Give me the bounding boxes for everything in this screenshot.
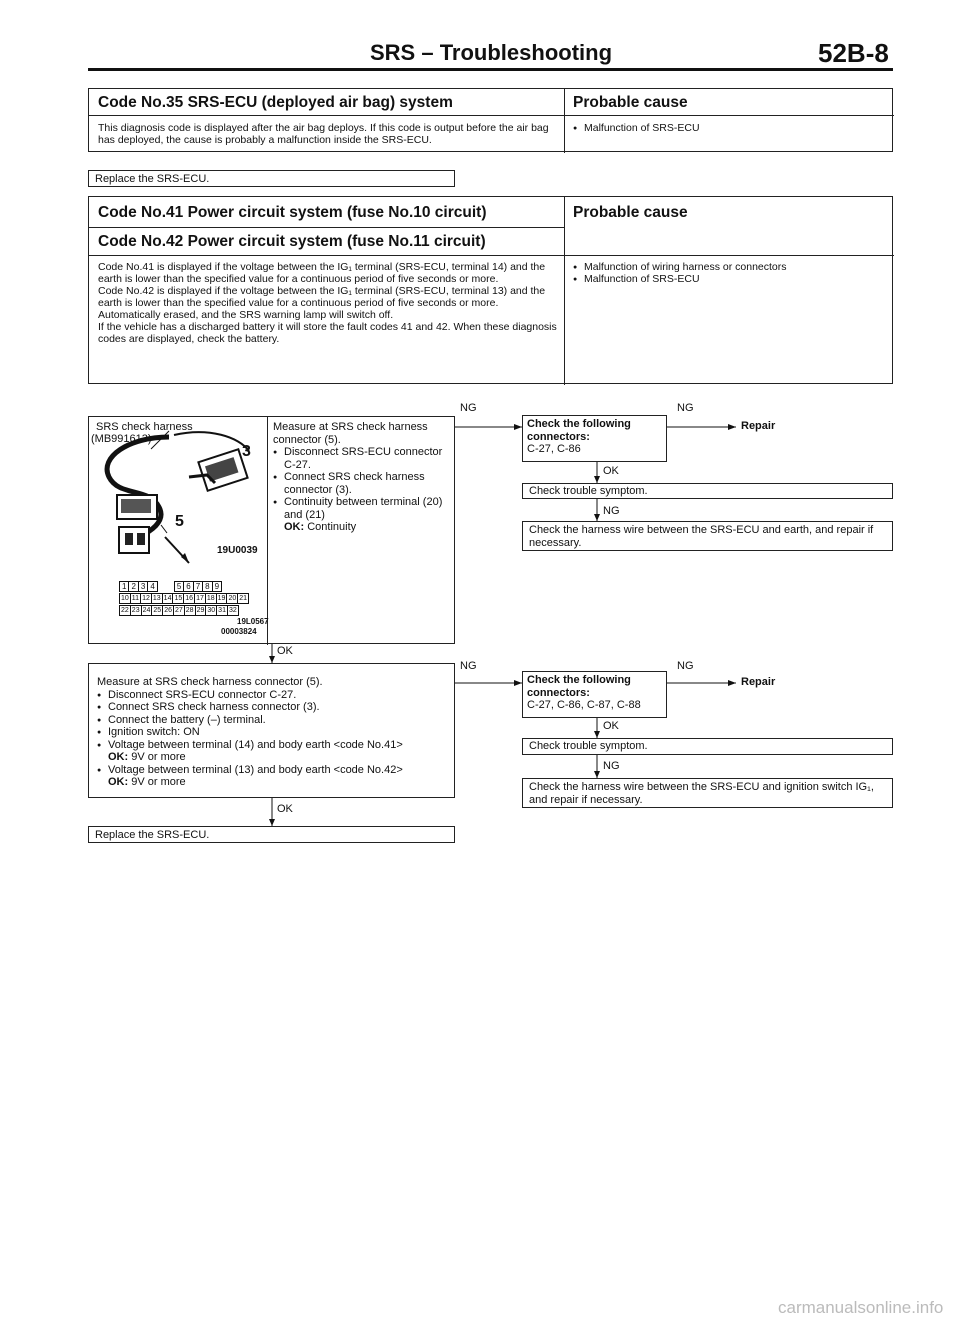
symptom-box-2: Check trouble symptom.	[522, 738, 893, 755]
ok-label: OK	[277, 803, 293, 815]
step1-item: ● Continuity between terminal (20) and (21)	[273, 496, 453, 521]
pin: 25	[153, 607, 162, 614]
check-connectors-box-2	[522, 671, 667, 718]
code41-title: Code No.41 Power circuit system (fuse No.10 circuit)	[98, 204, 487, 221]
step1-title: Measure at SRS check harness connector (5).	[273, 421, 428, 446]
step2-item: ● Connect SRS check harness connector (3).	[97, 701, 448, 714]
pin: 27	[174, 607, 183, 614]
pin: 2	[129, 582, 138, 592]
ng-label: NG	[603, 505, 620, 517]
ok-label: OK	[603, 465, 619, 477]
pin: 23	[131, 607, 140, 614]
ok-value: 9V or more	[131, 751, 186, 763]
ok-value: 9V or more	[131, 776, 186, 788]
code41-cause-header: Probable cause	[573, 204, 688, 221]
figure2-code1: 19L0567	[237, 617, 269, 626]
pin: 10	[121, 595, 129, 602]
repair-label: Repair	[741, 420, 776, 432]
ok-label: OK	[277, 645, 293, 657]
cause-item: ● Malfunction of wiring harness or connectors	[573, 261, 883, 273]
pin: 21	[239, 595, 248, 602]
pin: 16	[185, 595, 194, 602]
check-title: Check the following connectors:	[527, 674, 631, 699]
code35-cause-header: Probable cause	[573, 94, 688, 111]
harness-part: (MB991613)	[91, 433, 152, 445]
symptom-box-1: Check trouble symptom.	[522, 483, 893, 499]
pin: 24	[142, 607, 151, 614]
cause-item: ● Malfunction of SRS-ECU	[573, 122, 873, 134]
callout-3: 3	[242, 443, 251, 460]
final-action-2: Check the harness wire between the SRS-ECU and ignition switch IG₁, and repair if necessary.	[522, 778, 893, 808]
figure1-code: 19U0039	[217, 545, 258, 556]
pin: 9	[212, 582, 221, 592]
pin: 31	[218, 607, 226, 614]
pin: 19	[217, 595, 226, 602]
pin: 13	[152, 595, 161, 602]
desc-paragraph: If the vehicle has a discharged battery it will store the fault codes 41 and 42. When these diagnosis codes are displayed, check the battery.	[98, 321, 557, 345]
pin: 29	[196, 607, 205, 614]
step2-list-b	[97, 764, 448, 777]
step2-item: ● Connect the battery (–) terminal.	[97, 714, 448, 727]
desc-paragraph: Code No.42 is displayed if the voltage between the IG₁ terminal (SRS-ECU, terminal 13) and the earth is lower than the specified value for a continuous period of five seconds or more.	[98, 285, 546, 309]
code35-desc: This diagnosis code is displayed after the air bag deploys. If this code is output before the air bag has deployed, the cause is probably a malfunction inside the SRS-ECU.	[98, 122, 549, 146]
page-number: 52B-8	[818, 38, 889, 68]
pin: 3	[138, 582, 147, 592]
ok-label: OK	[603, 720, 619, 732]
pin: 4	[148, 582, 157, 592]
harness-label: SRS check harness	[96, 421, 193, 433]
ng-label: NG	[603, 760, 620, 772]
step2-item: ● Disconnect SRS-ECU connector C-27.	[97, 689, 448, 702]
final-action-1: Check the harness wire between the SRS-ECU and earth, and repair if necessary.	[522, 521, 893, 551]
step2-item: ● Voltage between terminal (14) and body earth <code No.41>	[97, 739, 448, 752]
footer-watermark: carmanualsonline.info	[778, 1298, 944, 1317]
step1-item: ● Connect SRS check harness connector (3).	[273, 471, 453, 496]
pin: 11	[131, 595, 140, 602]
step1-item: ● Disconnect SRS-ECU connector C-27.	[273, 446, 453, 471]
pin: 32	[228, 607, 237, 614]
pin: 12	[142, 595, 150, 602]
pin: 5	[174, 582, 183, 592]
check-connectors: C-27, C-86, C-87, C-88	[527, 699, 641, 711]
ok-label: OK:	[108, 751, 129, 763]
pin: 8	[203, 582, 212, 592]
desc-paragraph: Code No.41 is displayed if the voltage between the IG₁ terminal (SRS-ECU, terminal 14) and the earth is lower than the specified value for a continuous period of five seconds or more.	[98, 261, 546, 285]
repair-label: Repair	[741, 676, 776, 688]
check-connectors: C-27, C-86	[527, 443, 581, 455]
ok-value: Continuity	[307, 521, 357, 533]
ng-label: NG	[677, 660, 694, 672]
code35-action: Replace the SRS-ECU.	[88, 170, 455, 187]
pin: 1	[120, 582, 129, 592]
ng-label: NG	[460, 660, 477, 672]
step2-title: Measure at SRS check harness connector (5).	[97, 676, 323, 688]
pin: 18	[206, 595, 215, 602]
pin: 30	[207, 607, 216, 614]
check-connectors-box-1	[522, 415, 667, 462]
step3-box: Replace the SRS-ECU.	[88, 826, 455, 843]
step2-box	[88, 663, 455, 798]
pin: 20	[228, 595, 237, 602]
ok-label: OK:	[108, 776, 129, 788]
pin: 22	[121, 607, 129, 614]
pin: 28	[185, 607, 194, 614]
pin: 7	[193, 582, 202, 592]
check-title: Check the following connectors:	[527, 418, 631, 443]
pin: 14	[163, 595, 172, 602]
step2-list	[97, 689, 448, 752]
code35-title: Code No.35 SRS-ECU (deployed air bag) system	[98, 94, 453, 111]
pin: 15	[174, 595, 183, 602]
pin: 6	[184, 582, 193, 592]
callout-5: 5	[175, 513, 184, 530]
figure2-code2: 00003824	[221, 627, 257, 636]
pin: 26	[164, 607, 172, 614]
code42-title: Code No.42 Power circuit system (fuse No.11 circuit)	[98, 233, 486, 250]
pin: 17	[196, 595, 204, 602]
ng-label: NG	[460, 402, 477, 414]
ng-label: NG	[677, 402, 694, 414]
desc-paragraph: Automatically erased, and the SRS warning lamp will switch off.	[98, 309, 394, 321]
ok-label: OK:	[284, 521, 305, 533]
step2-item: ● Voltage between terminal (13) and body earth <code No.42>	[97, 764, 448, 777]
step2-item: ● Ignition switch: ON	[97, 726, 448, 739]
page-title: SRS – Troubleshooting	[370, 40, 613, 65]
cause-item: ● Malfunction of SRS-ECU	[573, 273, 883, 285]
